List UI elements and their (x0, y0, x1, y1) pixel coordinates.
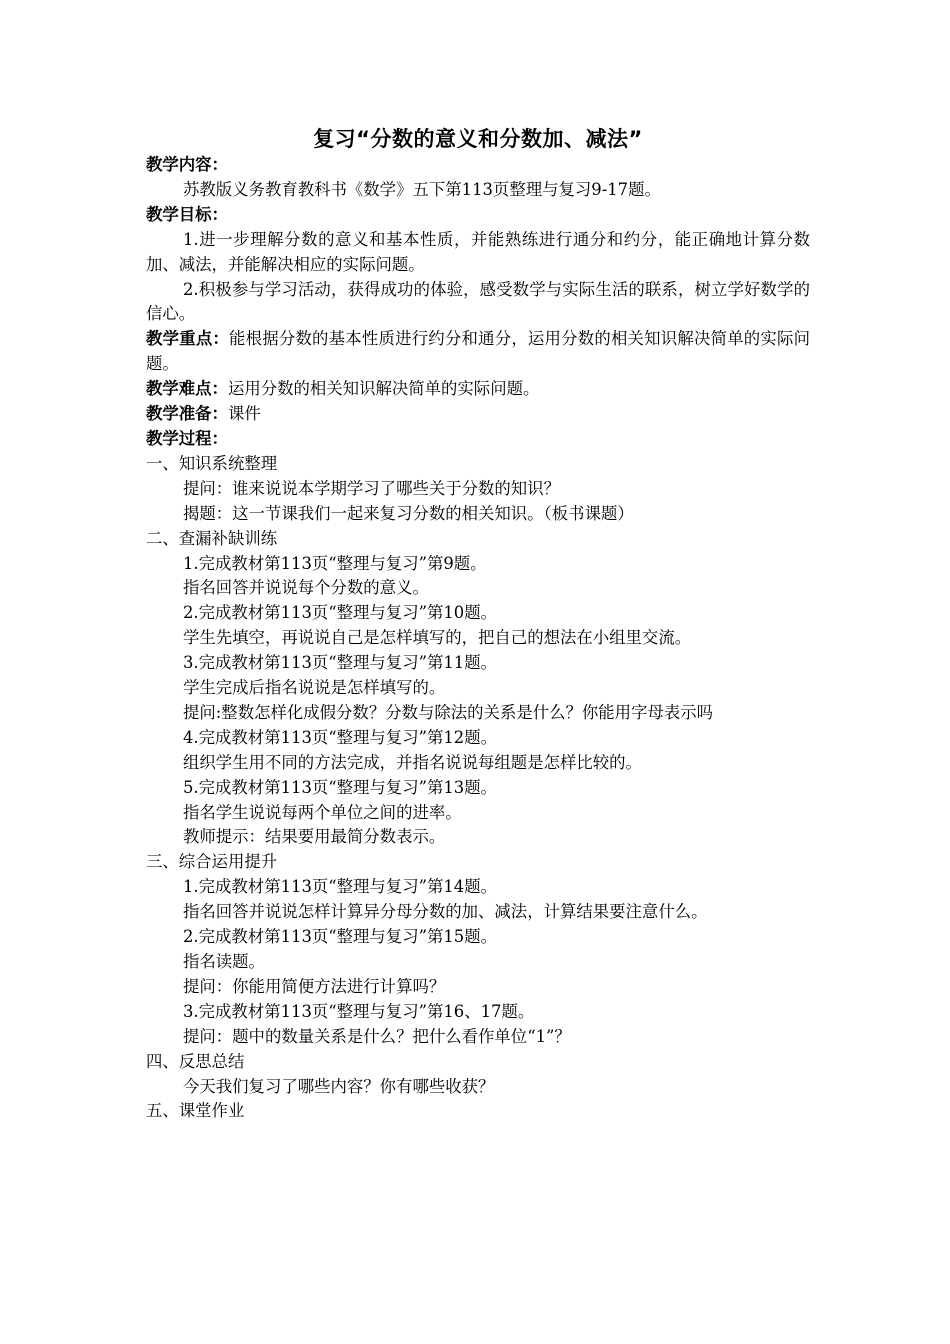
section-4-line-1: 今天我们复习了哪些内容？你有哪些收获？ (183, 1076, 495, 1096)
preparation-block (146, 402, 810, 427)
goals-label: 教学目标： (146, 204, 228, 224)
goals-block (146, 203, 810, 228)
key-point-text: 能根据分数的基本性质进行约分和通分，运用分数的相关知识解决简单的实际问题。 (146, 329, 811, 374)
preparation-label: 教学准备： (146, 404, 228, 424)
difficulty-block (146, 377, 810, 402)
goal-item-1: 1.进一步理解分数的意义和基本性质，并能熟练进行通分和约分，能正确地计算分数加、减法，并能解决相应的实际问题。 (146, 229, 810, 274)
section-3-line-5: 提问：你能用简便方法进行计算吗？ (183, 976, 446, 996)
section-2-line-7: 提问:整数怎样化成假分数？分数与除法的关系是什么？你能用字母表示吗 (183, 702, 714, 722)
section-2-line-2: 指名回答并说说每个分数的意义。 (183, 578, 429, 598)
section-3-line-1: 1.完成教材第113页“整理与复习”第14题。 (183, 877, 498, 897)
content-text: 苏教版义务教育教科书《数学》五下第113页整理与复习9-17题。 (183, 179, 661, 199)
section-2-line-1: 1.完成教材第113页“整理与复习”第9题。 (183, 553, 487, 573)
section-heading-5: 五、课堂作业 (146, 1101, 245, 1121)
content-label: 教学内容： (146, 155, 228, 174)
section-2-line-5: 3.完成教材第113页“整理与复习”第11题。 (183, 653, 498, 673)
process-block (146, 427, 810, 452)
content-block (146, 153, 810, 178)
section-2-line-11: 指名学生说说每两个单位之间的进率。 (183, 802, 462, 822)
key-point-block (146, 327, 810, 377)
preparation-text: 课件 (227, 404, 261, 424)
section-3-line-7: 提问：题中的数量关系是什么？把什么看作单位“1”？ (183, 1026, 571, 1046)
section-heading-3: 三、综合运用提升 (146, 852, 278, 872)
section-2-line-6: 学生完成后指名说说是怎样填写的。 (183, 678, 446, 698)
section-3-line-6: 3.完成教材第113页“整理与复习”第16、17题。 (183, 1001, 535, 1021)
section-2-line-12: 教师提示：结果要用最简分数表示。 (183, 827, 446, 847)
section-1-line-2: 揭题：这一节课我们一起来复习分数的相关知识。（板书课题） (183, 503, 634, 523)
section-3-line-2: 指名回答并说说怎样计算异分母分数的加、减法，计算结果要注意什么。 (183, 902, 708, 922)
lesson-plan-page (146, 125, 810, 1124)
difficulty-label: 教学难点： (146, 379, 228, 399)
key-point-label: 教学重点： (146, 329, 230, 349)
section-heading-1: 一、知识系统整理 (146, 453, 278, 473)
goal-item-2: 2.积极参与学习活动，获得成功的体验，感受数学与实际生活的联系，树立学好数学的信心。 (146, 279, 810, 324)
section-3-line-4: 指名读题。 (183, 952, 265, 971)
section-2-line-10: 5.完成教材第113页“整理与复习”第13题。 (183, 777, 498, 797)
section-2-line-8: 4.完成教材第113页“整理与复习”第12题。 (183, 727, 498, 747)
section-1-line-1: 提问：谁来说说本学期学习了哪些关于分数的知识？ (183, 478, 560, 498)
section-2-line-3: 2.完成教材第113页“整理与复习”第10题。 (183, 603, 498, 623)
section-3-line-3: 2.完成教材第113页“整理与复习”第15题。 (183, 927, 498, 947)
process-label: 教学过程： (146, 428, 228, 448)
section-2-line-9: 组织学生用不同的方法完成，并指名说说每组题是怎样比较的。 (183, 752, 642, 772)
section-2-line-4: 学生先填空，再说说自己是怎样填写的，把自己的想法在小组里交流。 (183, 628, 692, 648)
difficulty-text: 运用分数的相关知识解决简单的实际问题。 (227, 379, 540, 399)
section-heading-4: 四、反思总结 (146, 1051, 245, 1071)
section-heading-2: 二、查漏补缺训练 (146, 528, 278, 548)
document-title: 复习“分数的意义和分数加、减法” (313, 127, 643, 151)
